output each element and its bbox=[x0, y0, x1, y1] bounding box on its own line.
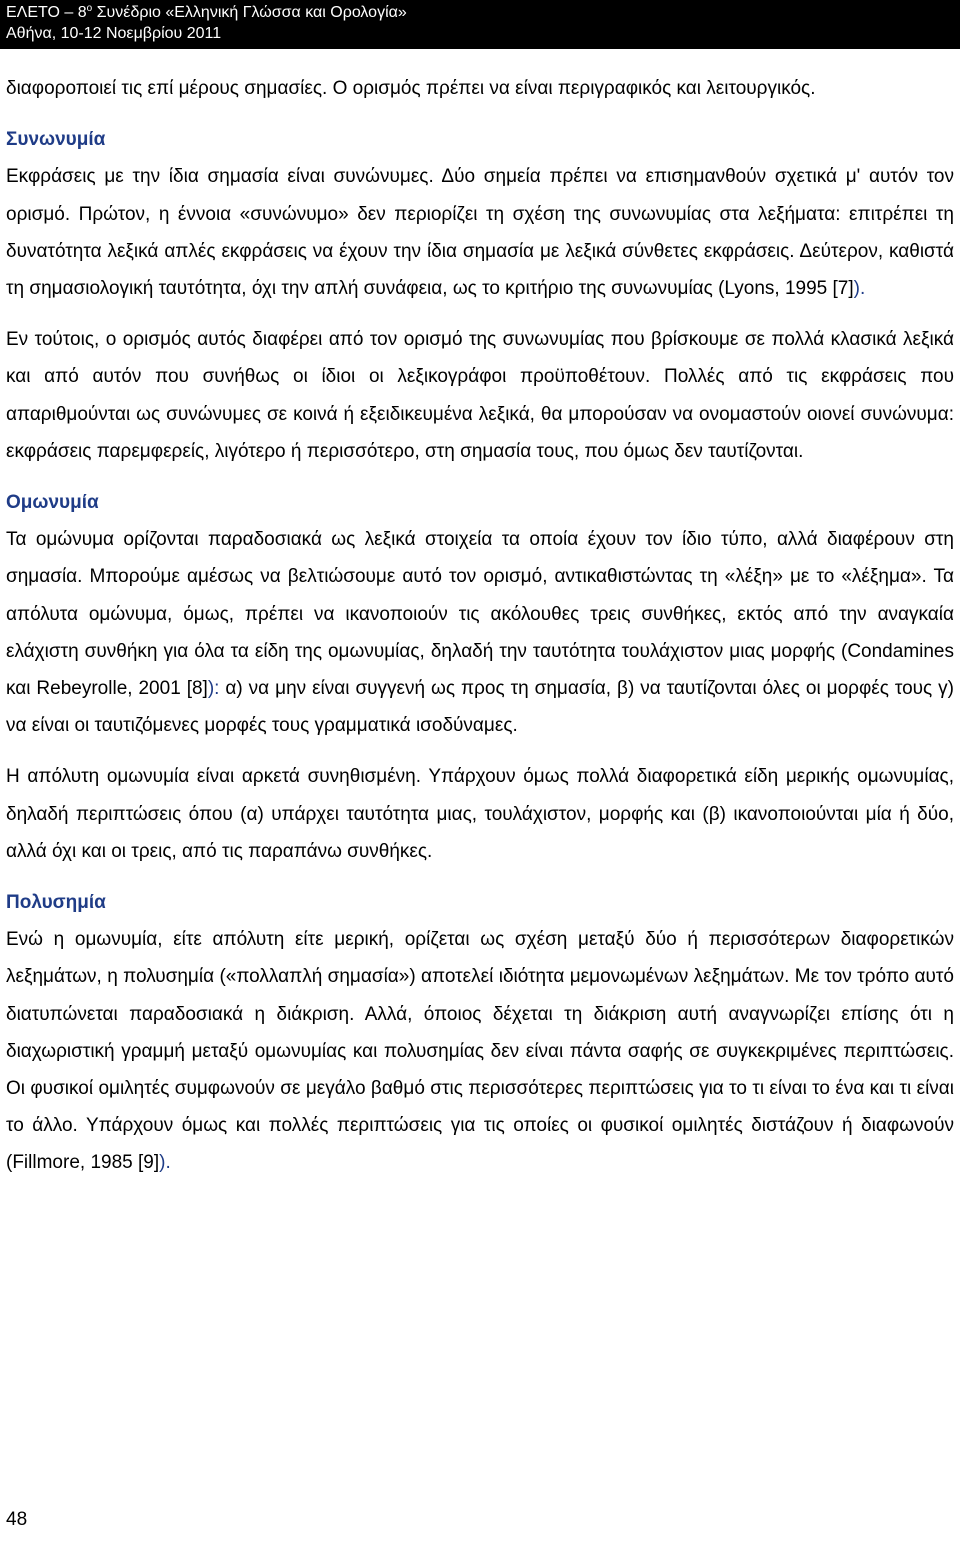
page-number: 48 bbox=[6, 1509, 28, 1530]
paragraph-synonymy: Εκφράσεις με την ίδια σημασία είναι συνώνυμες. Δύο σημεία πρέπει να επισημανθούν σχετικά μ' αυτόν τον ορισμό. Πρώτον, η έννοια «συνώνυμο» δεν περιορίζει τη σχέση της συνωνυμίας στα λεξήματα: επιτρέπει τη δυνατότητα λεξικά απλές εκφράσεις να έχουν την ίδια σημασία με λεξικά σύνθετες εκφράσεις. Δεύτερον, καθιστά τη σημασιολογική ταυτότητα, όχι την απλή συνάφεια, ως το κριτήριο της συνωνυμίας (Lyons, 1995 [7]). bbox=[6, 166, 954, 300]
paragraph-polysemy: Ενώ η ομωνυμία, είτε απόλυτη είτε μερική, ορίζεται ως σχέση μεταξύ δύο ή περισσότερων διαφορετικών λεξημάτων, η πολυσημία («πολλαπλή σημασία») αποτελεί ιδιότητα μεμονωμένων λεξημάτων. Με τον τρόπο αυτό διατυπώνεται παραδοσιακά η διάκριση. Αλλά, όποιος δέχεται τη διάκριση αυτή αναγνωρίζει επίσης ότι η διαχωριστική γραμμή μεταξύ ομωνυμίας και πολυσημίας δεν είναι πάντα σαφής σε συγκεκριμένες περιπτώσεις. Οι φυσικοί ομιλητές συμφωνούν σε μεγάλο βαθμό στις περισσότερες περιπτώσεις για το τι είναι το ένα και τι είναι το άλλο. Υπάρχουν όμως και πολλές περιπτώσεις για τις οποίες οι φυσικοί ομιλητές διστάζουν ή διαφωνούν (Fillmore, 1985 [9]). bbox=[6, 929, 954, 1174]
paragraph-definition-end: διαφοροποιεί τις επί μέρους σημασίες. Ο ορισμός πρέπει να είναι περιγραφικός και λειτουργικός. bbox=[6, 78, 816, 99]
paragraph-homonymy: Τα ομώνυμα ορίζονται παραδοσιακά ως λεξικά στοιχεία τα οποία έχουν τον ίδιο τύπο, αλλά διαφέρουν στη σημασία. Μπορούμε αμέσως να βελτιώσουμε αυτό τον ορισμό, αντικαθιστώντας τη «λέξη» με το «λέξημα». Τα απόλυτα ομώνυμα, όμως, πρέπει να ικανοποιούν τις ακόλουθες τρεις συνθήκες, εκτός από την αναγκαία ελάχιστη συνθήκη για όλα τα είδη της ομωνυμίας, δηλαδή την ταυτότητα τουλάχιστον μιας μορφής (Condamines και Rebeyrolle, 2001 [8]): α) να μην είναι συγγενή ως προς τη σημασία, β) να ταυτίζονται όλες οι μορφές τους γ) να είναι οι ταυτιζόμενες μορφές τους γραμματικά ισοδύναμες. bbox=[6, 529, 954, 737]
conference-header bbox=[0, 0, 960, 49]
paragraph-partial-homonymy: Η απόλυτη ομωνυμία είναι αρκετά συνηθισμένη. Υπάρχουν όμως πολλά διαφορετικά είδη μερικής ομωνυμίας, δηλαδή περιπτώσεις όπου (α) υπάρχει ταυτότητα μιας, τουλάχιστον, μορφής και (β) ικανοποιούνται μία ή δύο, αλλά όχι και οι τρεις, από τις παραπάνω συνθήκες. bbox=[6, 766, 954, 862]
paragraph-synonymy-definition: Εν τούτοις, ο ορισμός αυτός διαφέρει από τον ορισμό της συνωνυμίας που βρίσκουμε σε πολλά κλασικά λεξικά και από αυτόν που συνήθως οι ίδιοι οι λεξικογράφοι προϋποθέτουν. Πολλές από τις εκφράσεις που απαριθμούνται ως συνώνυμες σε κοινά ή εξειδικευμένα λεξικά, θα μπορούσαν να ονομαστούν οιονεί συνώνυμα: εκφράσεις παρεμφερείς, λιγότερο ή περισσότερο, στη σημασία τους, που όμως δεν ταυτίζονται. bbox=[6, 329, 954, 462]
header-date: Αθήνα, 10-12 Νοεμβρίου 2011 bbox=[6, 25, 222, 42]
heading-synonymy: Συνωνυμία bbox=[6, 129, 106, 151]
heading-homonymy: Ομωνυμία bbox=[6, 492, 99, 514]
header-title: ΕΛΕΤΟ – $8^o$ Συνέδριο «Ελληνική Γλώσσα και Ορολογία» bbox=[6, 3, 407, 21]
heading-polysemy: Πολυσημία bbox=[6, 892, 106, 914]
page-body bbox=[6, 70, 954, 1182]
